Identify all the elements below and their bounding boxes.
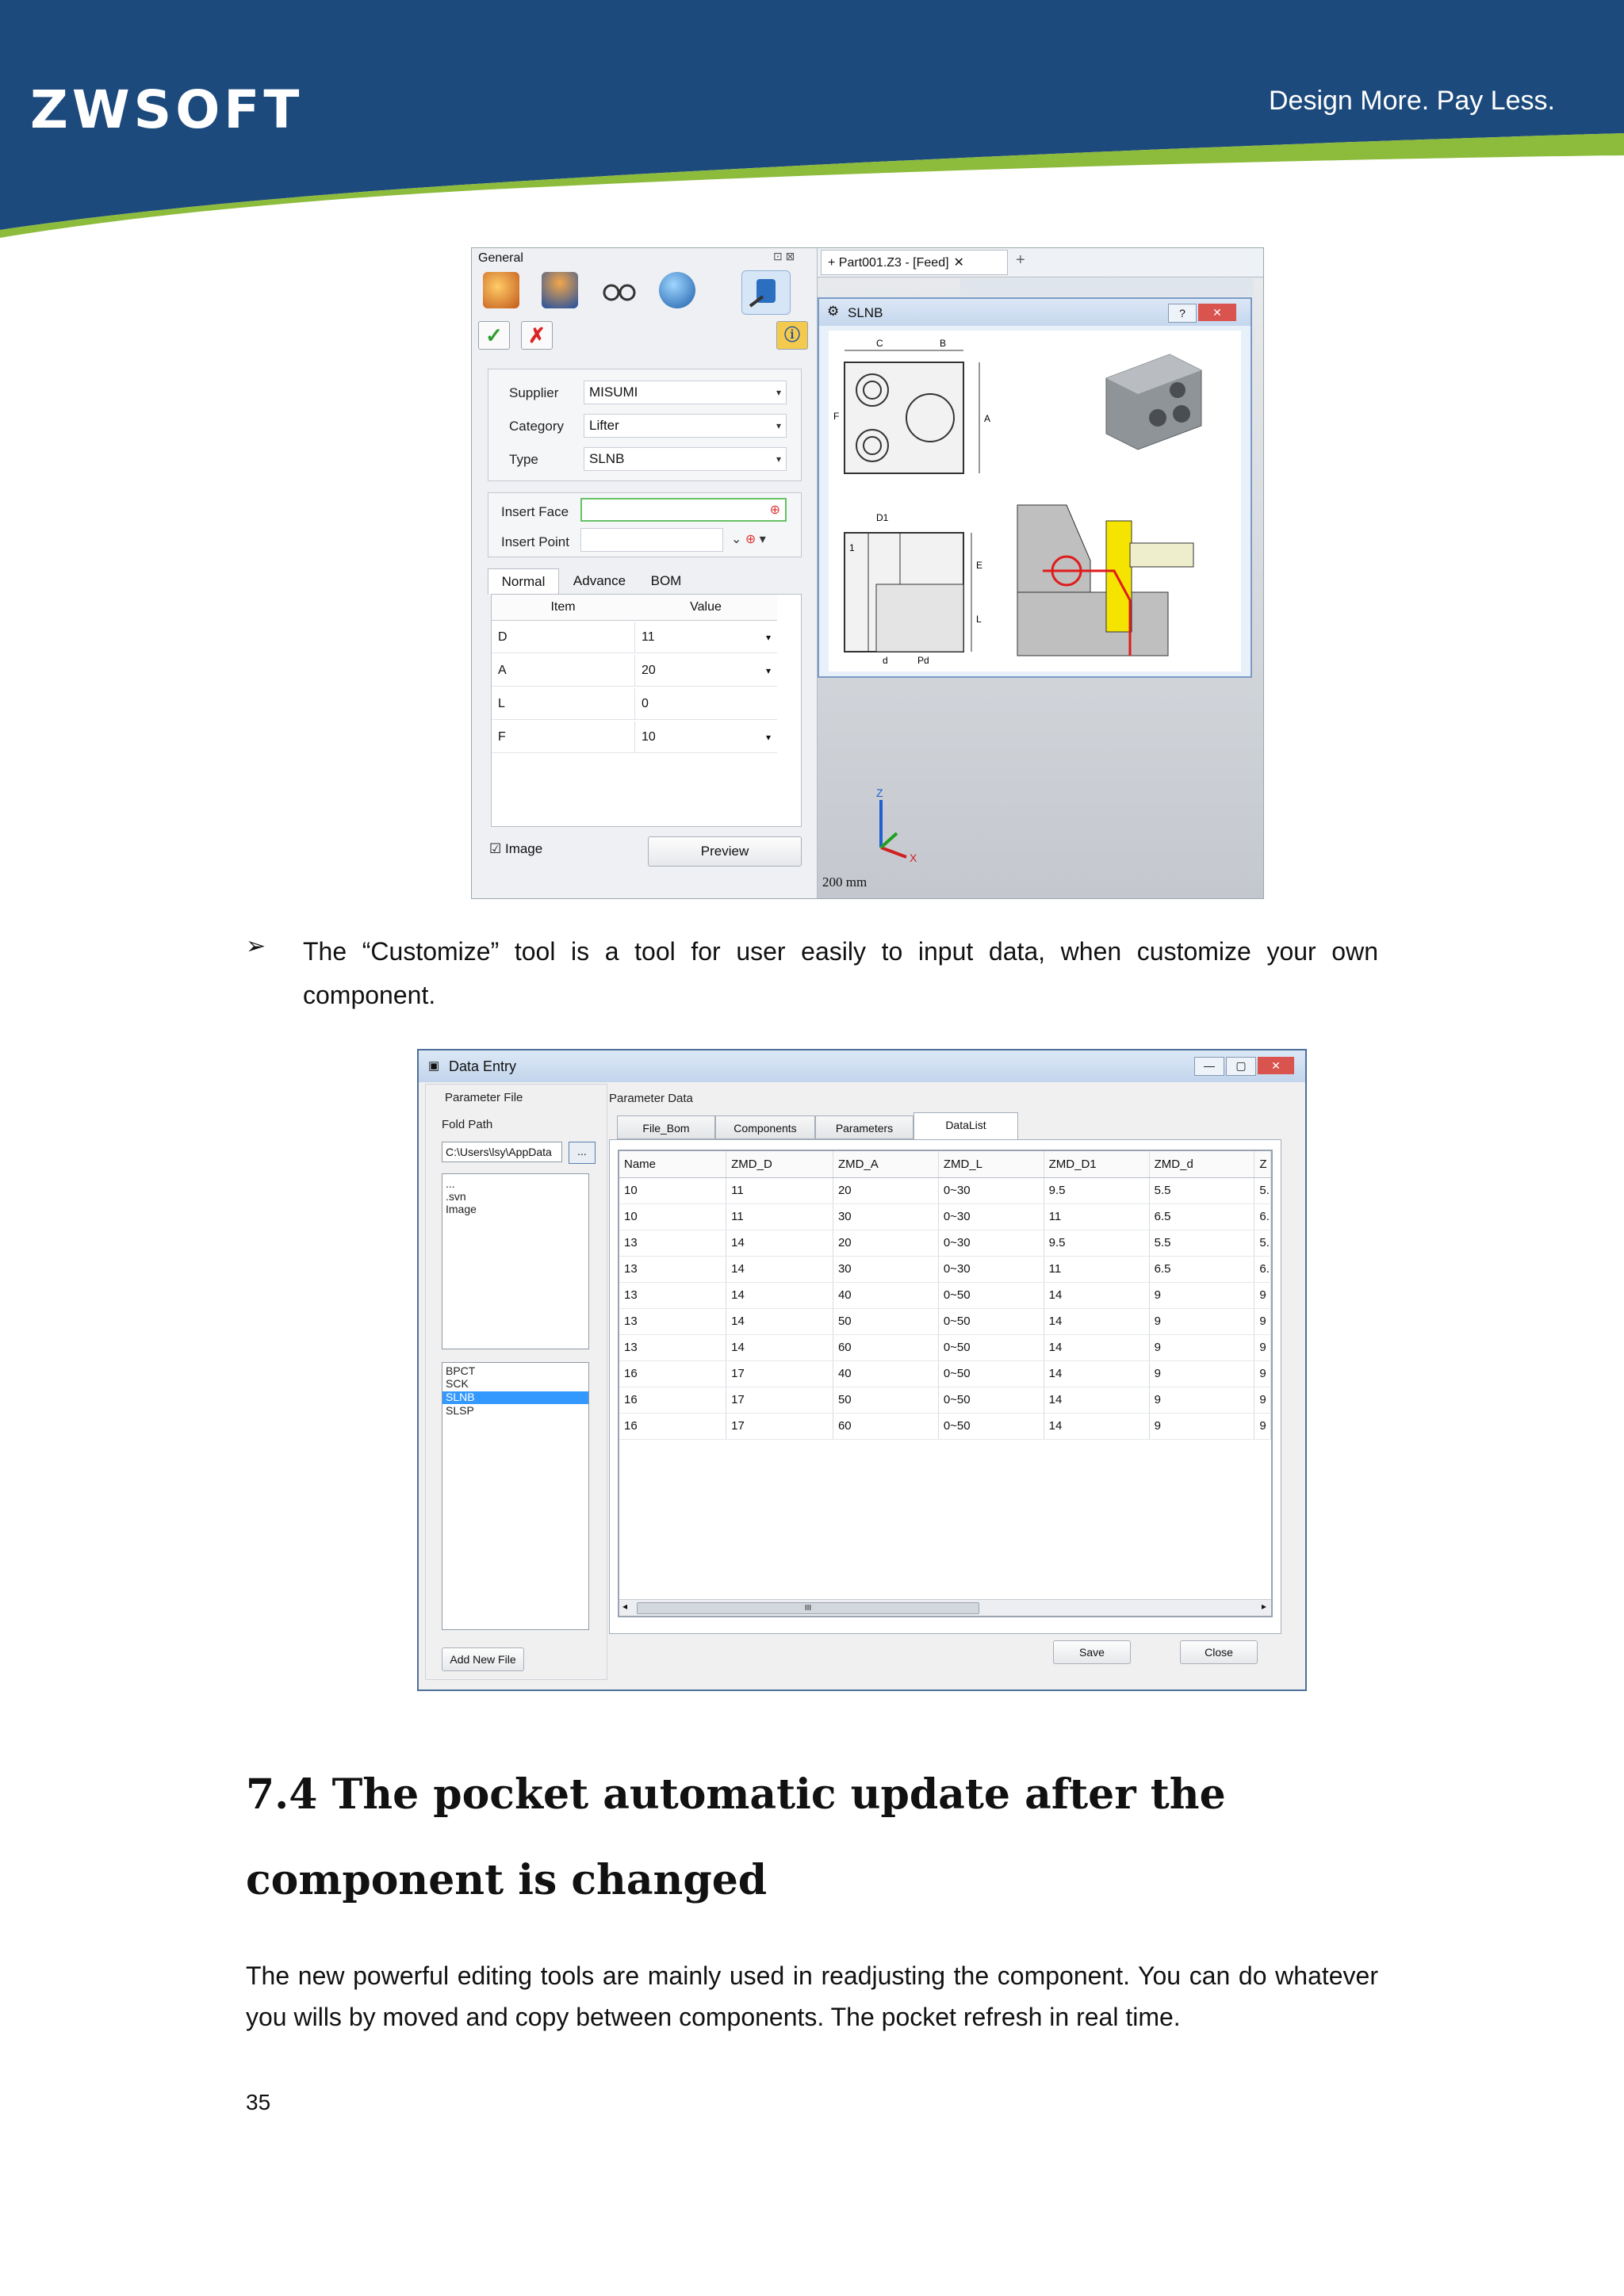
dim-label: d (883, 655, 888, 666)
page-number: 35 (246, 2090, 271, 2114)
table-cell[interactable]: 9 (1149, 1413, 1254, 1439)
table-cell[interactable]: 0~50 (938, 1334, 1044, 1360)
scroll-left-icon[interactable]: ◂ (622, 1601, 628, 1612)
column-header[interactable]: Z (1254, 1151, 1271, 1177)
grid-item: L (492, 688, 634, 720)
table-cell[interactable]: 14 (726, 1308, 833, 1334)
table-row[interactable] (619, 1334, 1271, 1360)
bullet-arrow-icon: ➢ (246, 933, 266, 959)
supplier-label: Supplier (509, 385, 559, 400)
table-cell[interactable]: 6. (1254, 1203, 1271, 1230)
slnb-drawing (829, 331, 1241, 672)
slnb-title: SLNB (848, 305, 883, 320)
grid-value-field[interactable] (634, 655, 777, 687)
image-checkbox-label: Image (504, 841, 543, 856)
table-cell[interactable]: 40 (833, 1282, 938, 1308)
parameter-data-label: Parameter Data (609, 1092, 693, 1105)
table-cell[interactable]: 9 (1254, 1334, 1271, 1360)
close-button[interactable]: ✕ (1258, 1057, 1294, 1074)
file-list[interactable] (442, 1362, 589, 1630)
preview-button[interactable]: Preview (648, 836, 802, 867)
data-entry-titlebar (419, 1050, 1305, 1082)
zwsoft-logo: ZWSOFT (30, 79, 304, 140)
table-cell[interactable]: 14 (1044, 1308, 1149, 1334)
cancel-button[interactable]: ✗ (521, 321, 553, 350)
table-cell[interactable]: 5.5 (1149, 1177, 1254, 1203)
column-header[interactable]: Name (619, 1151, 726, 1177)
data-tabs (609, 1115, 1283, 1141)
scale-bar: 200 mm (822, 874, 868, 890)
tab-components[interactable]: Components (715, 1115, 815, 1139)
insert-point-label: Insert Point (501, 534, 569, 549)
chevron-down-icon: ▾ (776, 387, 781, 398)
table-cell[interactable]: 14 (1044, 1413, 1149, 1439)
table-row[interactable] (619, 1256, 1271, 1282)
table-cell[interactable]: 11 (726, 1177, 833, 1203)
point-options-icon[interactable]: ⌄ ⊕ ▾ (731, 533, 766, 546)
browse-button[interactable]: ... (569, 1142, 596, 1164)
insert-face-label: Insert Face (501, 504, 569, 519)
new-tab-icon[interactable]: + (1016, 251, 1025, 269)
tab-advance[interactable]: Advance (573, 573, 626, 588)
table-cell[interactable]: 9 (1254, 1360, 1271, 1387)
table-cell[interactable]: 0~30 (938, 1203, 1044, 1230)
grid-value-field[interactable] (634, 688, 777, 720)
document-toolbar (960, 278, 1254, 296)
grid-value-field[interactable] (634, 721, 777, 753)
table-cell[interactable]: 14 (1044, 1282, 1149, 1308)
table-cell[interactable]: 13 (619, 1334, 726, 1360)
list-item[interactable]: .svn (446, 1190, 466, 1203)
grid-value: 0 (642, 697, 649, 710)
table-cell[interactable]: 5.5 (1149, 1230, 1254, 1256)
category-value: Lifter (589, 418, 619, 433)
window-icon: ▣ (428, 1059, 440, 1073)
type-combo[interactable] (584, 447, 787, 471)
fold-path-label: Fold Path (442, 1118, 493, 1131)
table-cell[interactable]: 5. (1254, 1177, 1271, 1203)
table-cell[interactable]: 13 (619, 1282, 726, 1308)
table-cell[interactable]: 60 (833, 1334, 938, 1360)
insert-point-field[interactable] (580, 528, 723, 552)
document-area (818, 248, 1263, 898)
supplier-value: MISUMI (589, 385, 638, 400)
table-cell[interactable]: 11 (726, 1203, 833, 1230)
table-row[interactable] (619, 1230, 1271, 1256)
dim-label: E (976, 560, 983, 571)
table-cell[interactable]: 14 (726, 1256, 833, 1282)
add-new-file-button[interactable]: Add New File (442, 1647, 524, 1671)
grid-value: 11 (642, 630, 655, 644)
image-checkbox[interactable]: ☑ Image (489, 841, 543, 856)
table-header-row (619, 1151, 1271, 1177)
table-cell[interactable]: 16 (619, 1387, 726, 1413)
table-cell[interactable]: 16 (619, 1413, 726, 1439)
parameter-file-group (425, 1084, 607, 1680)
chevron-down-icon: ▾ (765, 665, 771, 676)
table-cell[interactable]: 17 (726, 1387, 833, 1413)
datalist-body (619, 1177, 1271, 1439)
table-cell[interactable]: 9 (1254, 1413, 1271, 1439)
table-cell[interactable]: 13 (619, 1308, 726, 1334)
type-value: SLNB (589, 451, 625, 466)
close-icon[interactable]: ✕ (953, 256, 964, 270)
table-cell[interactable]: 9 (1254, 1387, 1271, 1413)
table-cell[interactable]: 0~50 (938, 1308, 1044, 1334)
help-button[interactable]: ? (1168, 304, 1197, 323)
slnb-icon: ⚙ (827, 304, 840, 319)
table-cell[interactable]: 13 (619, 1230, 726, 1256)
table-row[interactable] (619, 1203, 1271, 1230)
table-cell[interactable]: 6.5 (1149, 1256, 1254, 1282)
table-cell[interactable]: 60 (833, 1413, 938, 1439)
table-row[interactable] (619, 1177, 1271, 1203)
table-cell[interactable]: 20 (833, 1230, 938, 1256)
grid-value: 20 (642, 664, 656, 677)
dim-label: C (876, 338, 883, 349)
table-cell[interactable]: 17 (726, 1360, 833, 1387)
table-cell[interactable]: 5. (1254, 1230, 1271, 1256)
grid-item: F (492, 721, 634, 753)
section-body: The new powerful editing tools are mainly used in readjusting the component. You can do whatever you wills by moved and copy between components. The pocket refresh in real time. (246, 1961, 1378, 2031)
sphere-icon[interactable] (659, 272, 695, 308)
chevron-down-icon: ▾ (776, 453, 781, 465)
minimize-button[interactable]: — (1194, 1057, 1224, 1076)
bullet-text: The “Customize” tool is a tool for user easily to input data, when customize your own component. (303, 937, 1378, 1009)
param-tabs (488, 568, 802, 594)
dim-label: A (984, 413, 991, 424)
panel-title: General (478, 251, 523, 265)
table-cell[interactable]: 0~30 (938, 1230, 1044, 1256)
dim-label: F (833, 411, 840, 422)
table-cell[interactable]: 11 (1044, 1256, 1149, 1282)
category-label: Category (509, 419, 564, 434)
list-item-selected[interactable]: SLNB (446, 1391, 475, 1403)
table-cell[interactable]: 14 (726, 1334, 833, 1360)
slogan-text: Design More. Pay Less. (1269, 86, 1555, 116)
table-cell[interactable]: 0~50 (938, 1413, 1044, 1439)
info-button[interactable]: ⓘ (776, 321, 808, 350)
table-row[interactable] (619, 1413, 1271, 1439)
type-label: Type (509, 452, 538, 467)
table-cell[interactable]: 6. (1254, 1256, 1271, 1282)
table-cell[interactable]: 0~30 (938, 1256, 1044, 1282)
datalist-table (619, 1151, 1271, 1440)
insert-face-field[interactable] (580, 498, 787, 522)
ok-button[interactable]: ✓ (478, 321, 510, 350)
insert-group (488, 492, 802, 557)
list-item[interactable]: ... (446, 1177, 455, 1190)
table-cell[interactable]: 50 (833, 1308, 938, 1334)
grid-header-value: Value (634, 595, 777, 621)
stamp-icon[interactable] (542, 272, 578, 308)
axis-triad (865, 784, 929, 863)
save-button[interactable]: Save (1053, 1640, 1131, 1664)
table-row[interactable] (619, 1387, 1271, 1413)
list-item[interactable]: BPCT (446, 1364, 476, 1377)
param-grid (491, 594, 802, 827)
table-cell[interactable]: 14 (1044, 1334, 1149, 1360)
table-cell[interactable]: 0~50 (938, 1360, 1044, 1387)
table-cell[interactable]: 17 (726, 1413, 833, 1439)
panel-pin-icon[interactable]: ⊡ ⊠ (773, 250, 795, 262)
close-button[interactable]: ✕ (1198, 304, 1236, 321)
tab-file-bom[interactable]: File_Bom (617, 1115, 715, 1139)
table-cell[interactable]: 14 (1044, 1387, 1149, 1413)
dim-label: B (940, 338, 947, 349)
customize-screenshot (471, 247, 1264, 899)
supplier-combo[interactable] (584, 381, 787, 404)
axis-label-z: Z (876, 786, 883, 799)
folder-list[interactable] (442, 1173, 589, 1349)
column-header[interactable]: ZMD_A (833, 1151, 938, 1177)
chevron-down-icon: ▾ (776, 420, 781, 431)
table-cell[interactable]: 0~50 (938, 1387, 1044, 1413)
dim-label: L (976, 614, 982, 625)
table-cell[interactable]: 30 (833, 1203, 938, 1230)
slnb-preview-window (818, 297, 1252, 678)
column-header[interactable]: ZMD_D1 (1044, 1151, 1149, 1177)
glasses-icon[interactable] (600, 272, 637, 308)
category-combo[interactable] (584, 414, 787, 438)
datalist-panel (609, 1139, 1281, 1634)
pin-icon[interactable] (741, 270, 791, 315)
close-dialog-button[interactable]: Close (1180, 1640, 1258, 1664)
table-cell[interactable]: 10 (619, 1177, 726, 1203)
table-cell[interactable]: 14 (1044, 1360, 1149, 1387)
table-cell[interactable]: 9.5 (1044, 1177, 1149, 1203)
section-heading: 7.4 The pocket automatic update after the component is changed (246, 1770, 1226, 1904)
table-cell[interactable]: 9 (1149, 1360, 1254, 1387)
table-cell[interactable]: 0~30 (938, 1177, 1044, 1203)
list-item[interactable]: SLSP (446, 1404, 474, 1417)
table-cell[interactable]: 20 (833, 1177, 938, 1203)
tab-datalist[interactable]: DataList (914, 1112, 1018, 1139)
table-cell[interactable]: 14 (726, 1282, 833, 1308)
table-row[interactable] (619, 1360, 1271, 1387)
list-item[interactable]: SCK (446, 1377, 469, 1390)
table-cell[interactable]: 14 (726, 1230, 833, 1256)
grid-item: D (492, 622, 634, 653)
tab-bom[interactable]: BOM (650, 573, 682, 588)
grid-value-field[interactable] (634, 622, 777, 653)
document-tab[interactable] (821, 250, 1008, 275)
dim-label: Pd (917, 655, 929, 666)
axis-label-x: X (910, 851, 917, 863)
table-cell[interactable]: 6.5 (1149, 1203, 1254, 1230)
table-cell[interactable]: 16 (619, 1360, 726, 1387)
table-row[interactable] (619, 1282, 1271, 1308)
scroll-right-icon[interactable]: ▸ (1261, 1601, 1266, 1612)
table-cell[interactable]: 10 (619, 1203, 726, 1230)
window-title: Data Entry (449, 1058, 517, 1074)
table-cell[interactable]: 11 (1044, 1203, 1149, 1230)
pick-icon[interactable]: ⊕ (769, 503, 780, 517)
table-cell[interactable]: 9 (1254, 1282, 1271, 1308)
table-cell[interactable]: 9 (1149, 1334, 1254, 1360)
table-cell[interactable]: 9 (1254, 1308, 1271, 1334)
palette-icon[interactable] (483, 272, 519, 308)
table-cell[interactable]: 13 (619, 1256, 726, 1282)
document-tabbar (818, 248, 1263, 277)
column-header[interactable]: ZMD_L (938, 1151, 1044, 1177)
column-header[interactable]: ZMD_d (1149, 1151, 1254, 1177)
scrollbar-thumb[interactable]: III (637, 1602, 979, 1614)
dim-label: D1 (876, 512, 889, 523)
document-tab-label: Part001.Z3 - [Feed] (838, 256, 949, 270)
maximize-button[interactable]: ▢ (1226, 1057, 1256, 1076)
table-cell[interactable]: 9 (1149, 1308, 1254, 1334)
list-item[interactable]: Image (446, 1203, 477, 1215)
table-cell[interactable]: 30 (833, 1256, 938, 1282)
grid-value: 10 (642, 730, 656, 744)
column-header[interactable]: ZMD_D (726, 1151, 833, 1177)
grid-item: A (492, 655, 634, 687)
chevron-down-icon: ▾ (765, 632, 771, 643)
parameter-file-label: Parameter File (445, 1091, 523, 1104)
grid-header-item: Item (492, 595, 635, 621)
table-cell[interactable]: 9 (1149, 1282, 1254, 1308)
horizontal-scrollbar[interactable] (619, 1599, 1271, 1616)
table-cell[interactable]: 9 (1149, 1387, 1254, 1413)
selection-group (488, 369, 802, 481)
slnb-titlebar (819, 299, 1251, 326)
tab-normal[interactable]: Normal (488, 568, 559, 595)
table-cell[interactable]: 40 (833, 1360, 938, 1387)
add-icon: + (828, 256, 839, 270)
fold-path-input[interactable]: C:\Users\lsy\AppData (442, 1142, 562, 1162)
chevron-down-icon: ▾ (765, 732, 771, 743)
table-cell[interactable]: 50 (833, 1387, 938, 1413)
table-cell[interactable]: 9.5 (1044, 1230, 1149, 1256)
dim-label: 1 (849, 542, 855, 553)
table-row[interactable] (619, 1308, 1271, 1334)
tab-parameters[interactable]: Parameters (815, 1115, 914, 1139)
data-entry-window (417, 1049, 1307, 1691)
datalist-grid[interactable] (618, 1150, 1273, 1617)
general-panel (472, 248, 818, 898)
table-cell[interactable]: 0~50 (938, 1282, 1044, 1308)
